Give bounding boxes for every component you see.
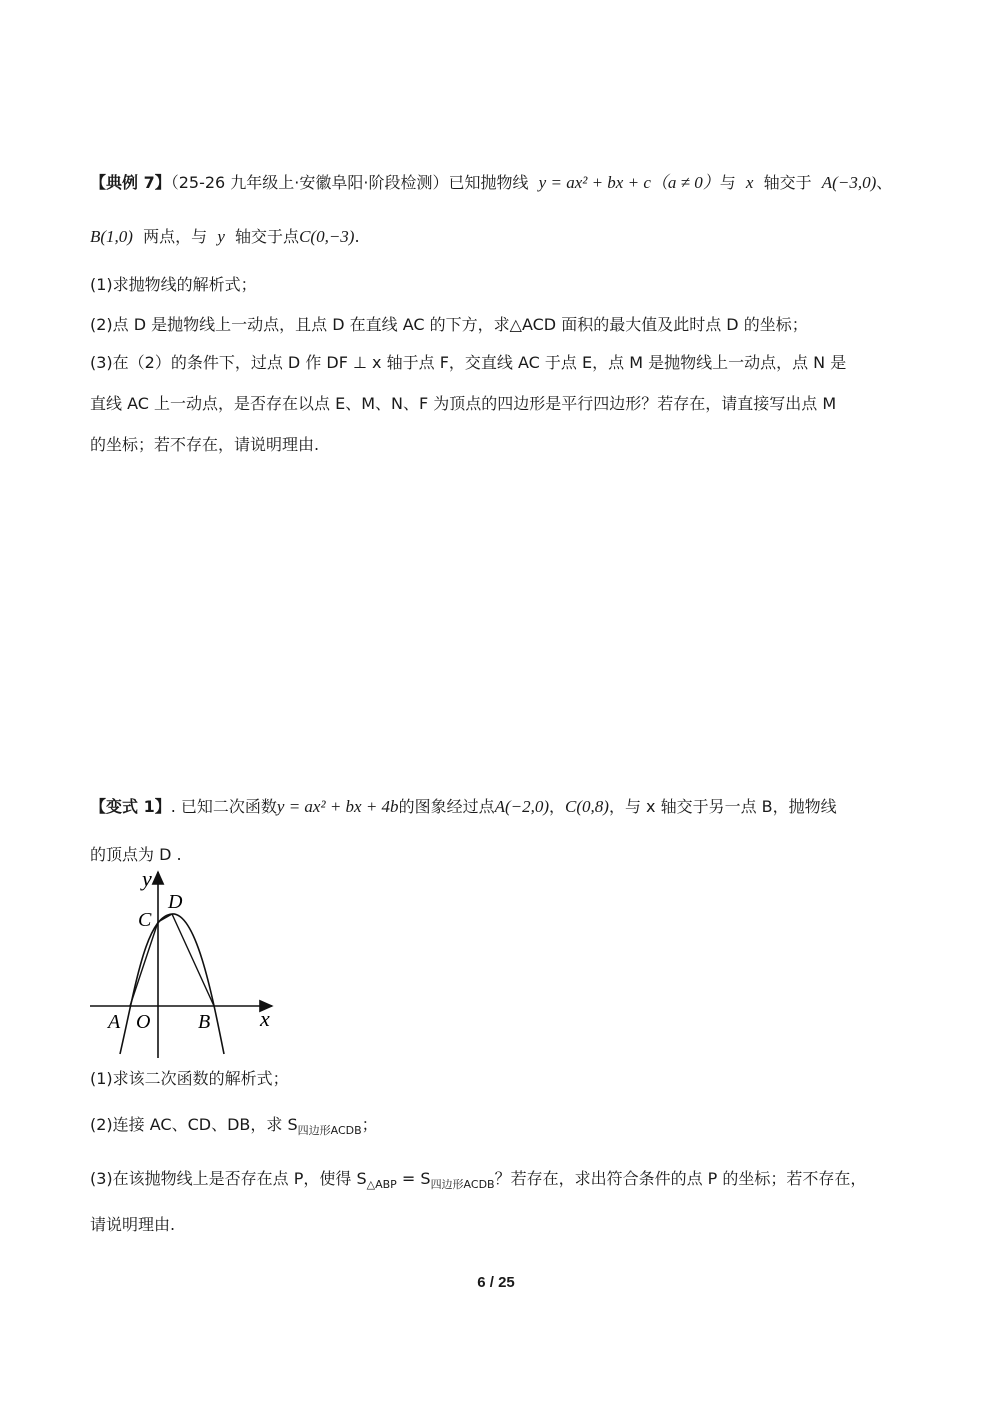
example7-function: y = ax² + bx + c（a ≠ 0） — [538, 173, 720, 192]
variant1-passes: 的图象经过点 — [398, 797, 495, 816]
variant1-line2: 的顶点为 D . — [90, 845, 182, 864]
variant1-point-A: A(−2,0) — [494, 797, 550, 816]
variant1-line1 — [90, 796, 837, 818]
example7-sep: 、 — [876, 173, 893, 192]
segment-AC — [130, 922, 158, 1006]
example7-line2 — [90, 226, 360, 248]
variant1-q3-prefix: (3)在该抛物线上是否存在点 P，使得 S — [90, 1169, 367, 1188]
variant1-q2-sub: 四边形ACDB — [297, 1124, 362, 1138]
variant1-q3-sub1: △ABP — [366, 1178, 397, 1192]
label-y: y — [142, 866, 152, 891]
variant1-function: y = ax² + bx + 4b — [276, 797, 399, 816]
example7-two-points: 两点，与 — [143, 227, 208, 246]
label-C: C — [138, 909, 152, 931]
variant1-point-C: C(0,8) — [565, 797, 609, 816]
variant1-q3-line2: 请说明理由. — [90, 1215, 176, 1234]
label-x: x — [260, 1006, 270, 1031]
variant1-q2-suffix: ； — [361, 1115, 378, 1134]
variant1-q3-suffix: ？若存在，求出符合条件的点 P 的坐标；若不存在， — [494, 1169, 867, 1188]
variant1-q3-line1 — [90, 1168, 866, 1196]
example7-point-A: A(−3,0) — [821, 173, 877, 192]
example7-point-B: B(1,0) — [90, 227, 133, 246]
segment-CD — [158, 914, 172, 922]
variant1-q2-prefix: (2)连接 AC、CD、DB，求 S — [90, 1115, 298, 1134]
example7-line1 — [90, 172, 892, 194]
variant1-rest: ，与 x 轴交于另一点 B，抛物线 — [608, 797, 837, 816]
example7-y-var: y — [217, 227, 225, 246]
example7-q1: (1)求抛物线的解析式； — [90, 275, 257, 294]
label-O: O — [136, 1011, 151, 1033]
segment-DB — [172, 914, 214, 1006]
page-number: 6 / 25 — [477, 1274, 515, 1291]
example7-meets-at: 轴交于 — [763, 173, 812, 192]
example7-label: 【典例 7】 — [90, 173, 171, 192]
variant1-intro: . 已知二次函数 — [170, 797, 277, 816]
variant1-q1: (1)求该二次函数的解析式； — [90, 1069, 289, 1088]
variant1-q3-sub2: 四边形ACDB — [430, 1178, 495, 1192]
example7-x-var: x — [745, 173, 754, 192]
example7-point-C: C(0,−3) — [299, 227, 355, 246]
variant1-comma: ， — [549, 797, 566, 816]
variant1-q3-mid: = S — [396, 1169, 431, 1188]
example7-q2: (2)点 D 是抛物线上一动点，且点 D 在直线 AC 的下方，求△ACD 面积的最大值及此时点 D 的坐标； — [90, 315, 808, 334]
parabola-figure — [84, 864, 284, 1064]
label-B: B — [198, 1011, 211, 1033]
variant1-label: 【变式 1】 — [90, 797, 171, 816]
variant1-q2 — [90, 1114, 378, 1142]
example7-meets-y: 轴交于点 — [235, 227, 300, 246]
example7-intro: 已知抛物线 — [448, 173, 529, 192]
example7-q3-line3: 的坐标；若不存在，请说明理由. — [90, 435, 320, 454]
label-D: D — [168, 891, 183, 913]
example7-with: 与 — [719, 173, 736, 192]
example7-end: . — [354, 227, 360, 246]
example7-q3-line1: (3)在（2）的条件下，过点 D 作 DF ⊥ x 轴于点 F，交直线 AC 于点 E，点 M 是抛物线上一动点，点 N 是 — [90, 353, 847, 372]
label-A: A — [108, 1011, 121, 1033]
example7-source: （25-26 九年级上·安徽阜阳·阶段检测） — [170, 173, 449, 192]
example7-q3-line2: 直线 AC 上一动点，是否存在以点 E、M、N、F 为顶点的四边形是平行四边形？若存在，请直接写出点 M — [90, 394, 837, 413]
